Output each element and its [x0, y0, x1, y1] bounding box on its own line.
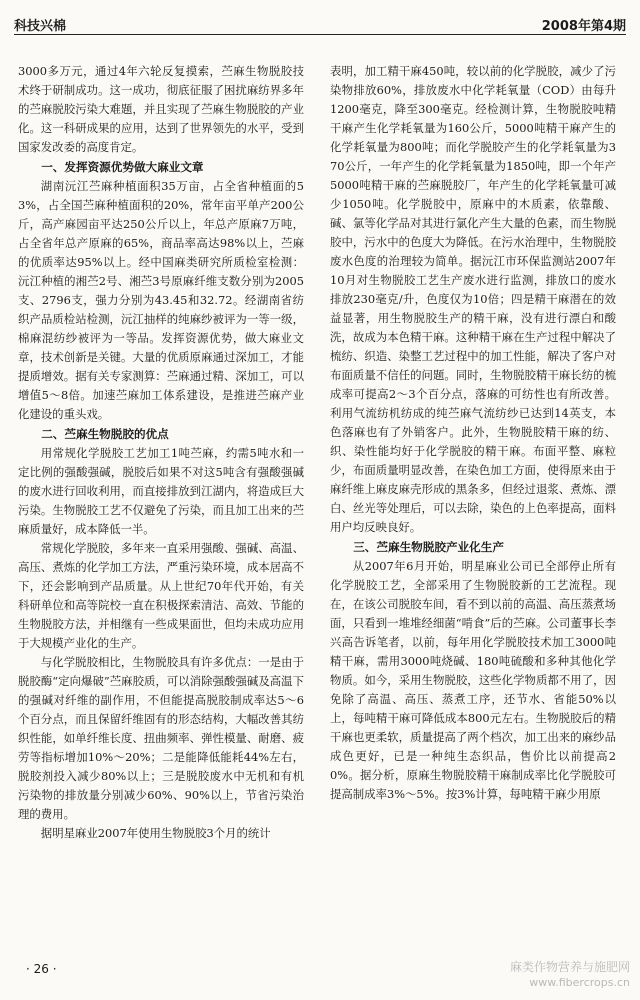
page-header — [14, 12, 626, 35]
paragraph: 常规化学脱胶，多年来一直采用强酸、强碱、高温、高压、煮炼的化学加工方法，严重污染环境，成本居高不下，还会影响到产品质量。从上世纪70年代开始，有关科研单位和高等院校一直在积极探索清洁、高效、节能的生物脱胶方法，并相继有一些成果面世，但均未成功应用于大规模产业化的生产。 — [18, 541, 304, 650]
paragraph: 据明星麻业2007年使用生物脱胶3个月的统计 — [40, 826, 271, 840]
watermark — [510, 960, 630, 990]
left-column — [18, 62, 304, 843]
issue-label: 2008年第4期 — [541, 19, 626, 34]
section-heading: 二、苎麻生物脱胶的优点 — [41, 427, 169, 441]
paragraph: 从2007年6月开始，明星麻业公司已全部停止所有化学脱胶工艺，全部采用了生物脱胶新的工艺流程。现在，在该公司脱胶车间，看不到以前的高温、高压蒸煮场面，只看到一堆堆经细菌“啃食”后的苎麻。公司董事长李兴高告诉笔者，以前，每年用化学脱胶技术加工3000吨精干麻，需用3000吨烧碱、180吨硫酸和多种其他化学物质。如今，采用生物脱胶，这些化学物质都不用了，因免除了高温、高压、蒸煮工序，还节水、省能50%以上，每吨精干麻可降低成本800元左右。生物脱胶后的精干麻也更柔软，质量提高了两个档次，加工出来的麻纱品成色更好，已是一种纯生态织品，售价比以前提高20%。据分析，原麻生物脱胶精干麻制成率比化学脱胶可提高制成率3%～5%。按3%计算，每吨精干麻少用原 — [330, 559, 616, 801]
watermark-title: 麻类作物营养与施肥网 — [509, 960, 630, 974]
section-heading: 三、苎麻生物脱胶产业化生产 — [353, 540, 504, 554]
paragraph: 湖南沅江苎麻种植面积35万亩，占全省种植面的53%，占全国苎麻种植面积的20%，常年亩平单产200公斤，高产麻园亩平达250公斤以上，年总产原麻7万吨，占全省年总产原麻的65%，商品率高达98%以上，苎麻的优质率达95%以上。经中国麻类研究所质检室检测：沅江种植的湘苎2号、湘苎3号原麻纤维支数分别为2005支、2796支，强力分别为43.45和32.72。经湖南省纺织产品质检站检测，沅江抽样的纯麻纱被评为一等一级，棉麻混纺纱被评为一等品。发挥资源优势，做大麻业文章，技术创新是关键。大量的优质原麻通过深加工，才能提质增效。据有关专家测算：苎麻通过精、深加工，可以增值5～8倍。加速苎麻加工体系建设，是推进苎麻产业化建设的重头戏。 — [18, 179, 304, 421]
watermark-url: www.fibercrops.cn — [529, 976, 630, 989]
journal-name: 科技兴棉 — [14, 19, 67, 34]
paragraph: 用常规化学脱胶工艺加工1吨苎麻，约需5吨水和一定比例的强酸强碱，脱胶后如果不对这5吨含有强酸强碱的废水进行回收利用，而直接排放到江湖内，将造成巨大污染。生物脱胶工艺不仅避免了污染，而且加工出来的苎麻质量好，成本降低一半。 — [18, 446, 304, 536]
paragraph: 与化学脱胶相比，生物脱胶具有许多优点：一是由于脱胶酶“定向爆破”苎麻胶质，可以消除强酸强碱及高温下的强碱对纤维的副作用，不但能提高脱胶制成率达5～6个百分点，而且保留纤维固有的形态结构，大幅改善其纺织性能，如单纤维长度、扭曲频率、弹性模量、耐磨、疲劳等指标增加10%～20%；二是能降低能耗44%左右，脱胶剂投入减少80%以上；三是脱胶废水中无机和有机污染物的排放量分别减少60%、90%以上，节省污染治理的费用。 — [18, 655, 304, 821]
right-column — [330, 62, 616, 804]
paragraph: 3000多万元，通过4年六轮反复摸索，苎麻生物脱胶技术终于研制成功。这一成功，彻底征服了困扰麻纺界多年的苎麻脱胶污染大难题，并且实现了苎麻生物脱胶的产业化。这一科研成果的应用，达到了世界领先的水平，受到国家发改委的高度肯定。 — [18, 64, 304, 154]
paragraph: 表明，加工精干麻450吨，较以前的化学脱胶，减少了污染物排放60%，排放废水中化学耗氧量（COD）由每升1200毫克，降至300毫克。经检测计算，生物脱胶吨精干麻产生化学耗氧量为160公斤，5000吨精干麻产生的化学耗氧量为800吨；而化学脱胶产生的化学耗氧量为370公斤，一年产生的化学耗氧量为1850吨，即一个年产5000吨精干麻的苎麻脱胶厂，年产生的化学耗氧量可减少1050吨。化学脱胶中，原麻中的木质素，依靠酸、碱、氯等化学品对其进行氯化产生大量的色素，而生物脱胶中，污水中的色度大为降低。在污水治理中，生物脱胶废水色度的治理较为简单。据沅江市环保监测站2007年10月对生物脱胶工艺生产废水进行监测，排放口的废水排放230毫克/升，色度仅为10倍；四是精干麻潜在的效益显著，用生物脱胶生产的精干麻，没有进行漂白和酸洗，故成为本色精干麻。这种精干麻在生产过程中解决了梳纺、织造、染整工艺过程中的加工性能，解决了客户对布面质量不信任的问题。同时，生物脱胶精干麻长纺的梳成率可提高2～3个百分点，落麻的可纺性也有所改善。利用气流纺机纺成的纯苎麻气流纺纱已达到14英支，本色落麻也有了外销客户。此外，生物脱胶精干麻的纺、织、染性能均好于化学脱胶的精干麻。布面平整、麻粒少，布面质量明显改善，在染色加工方面，使得原来由于麻纤维上麻皮麻壳形成的黑条多，但经过退浆、煮炼、漂白、丝光等处理后，可以去除，染色的上色率提高，面料用户均反映良好。 — [330, 64, 616, 534]
section-heading: 一、发挥资源优势做大麻业文章 — [41, 160, 204, 174]
page-number: · 26 · — [26, 962, 57, 976]
